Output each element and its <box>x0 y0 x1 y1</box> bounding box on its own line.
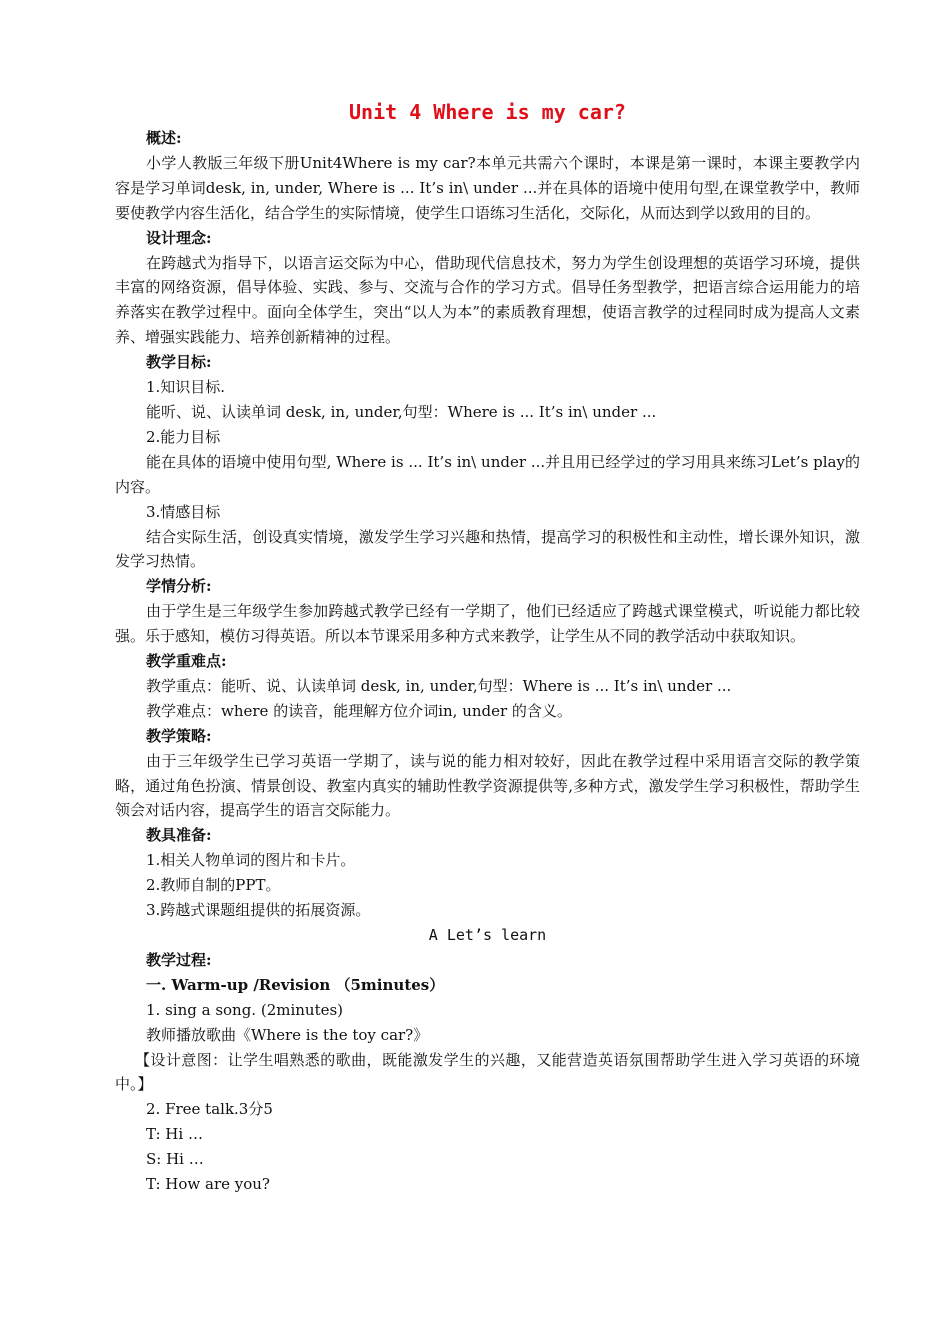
materials-heading: 教具准备: <box>146 826 212 845</box>
goal-2-title: 2.能力目标 <box>146 427 221 446</box>
materials-item: 2.教师自制的PPT。 <box>146 876 281 895</box>
dialogue-line: T: How are you? <box>146 1175 270 1194</box>
materials-item: 3.跨越式课题组提供的拓展资源。 <box>146 901 371 920</box>
difficult-point-text: 教学难点：where 的读音，能理解方位介词in, under 的含义。 <box>146 701 572 720</box>
goals-heading: 教学目标: <box>146 353 212 372</box>
analysis-heading: 学情分析: <box>146 577 212 596</box>
document-body <box>115 98 860 1197</box>
dialogue-line: T: Hi … <box>146 1125 203 1144</box>
goal-2-text: 能在具体的语境中使用句型, Where is ... It’s in\ under ...并且用已经学过的学习用具来练习Let’s play的内容。 <box>115 452 860 496</box>
page-title: Unit 4 Where is my car? <box>349 100 626 124</box>
process-free-talk: 2. Free talk.3分5 <box>146 1100 273 1119</box>
materials-item: 1.相关人物单词的图片和卡片。 <box>146 851 356 870</box>
process-sing: 1. sing a song. (2minutes) <box>146 1000 344 1019</box>
process-song: 教师播放歌曲《Where is the toy car?》 <box>146 1025 429 1044</box>
goal-1-title: 1.知识目标. <box>146 378 226 397</box>
goal-1-text: 能听、说、认读单词 desk, in, under,句型：Where is ... It’s in\ under ... <box>146 402 657 421</box>
concept-heading: 设计理念: <box>146 228 212 247</box>
overview-heading: 概述: <box>146 129 182 147</box>
goal-3-text: 结合实际生活，创设真实情境，激发学生学习兴趣和热情，提高学习的积极性和主动性，增长课外知识，激发学习热情。 <box>115 527 860 571</box>
process-heading: 教学过程: <box>146 950 212 969</box>
process-intent: 【设计意图：让学生唱熟悉的歌曲，既能激发学生的兴趣，又能营造英语氛围帮助学生进入学习英语的环境中。】 <box>115 1050 860 1094</box>
strategy-heading: 教学策略: <box>146 726 212 745</box>
concept-text: 在跨越式为指导下，以语言运交际为中心，借助现代信息技术，努力为学生创设理想的英语学习环境，提供丰富的网络资源，倡导体验、实践、参与、交流与合作的学习方式。倡导任务型教学，把语言综合运用能力的培养落实在教学过程中。面向全体学生，突出“以人为本”的素质教育理想，使语言教学的过程同时成为提高人文素养、增强实践能力、培养创新精神的过程。 <box>115 253 860 347</box>
overview-text: 小学人教版三年级下册Unit4Where is my car?本单元共需六个课时，本课是第一课时，本课主要教学内容是学习单词desk, in, under, Where is ... It’s in\ under ...并在具体的语境中使用句型,在课堂教学中，教师要使教学内容生活化，结合学生的实际情境，使学生口语练习生活化，交际化，从而达到学以致用的目的。 <box>115 153 860 222</box>
strategy-text: 由于三年级学生已学习英语一学期了，读与说的能力相对较好，因此在教学过程中采用语言交际的教学策略，通过角色扮演、情景创设、教室内真实的辅助性教学资源提供等,多种方式，激发学生学习积极性，帮助学生领会对话内容，提高学生的语言交际能力。 <box>115 751 860 820</box>
section-title: A Let’s learn <box>428 926 547 944</box>
process-step-1: 一. Warm-up /Revision （5minutes） <box>146 975 445 994</box>
keypoints-heading: 教学重难点: <box>146 652 227 671</box>
dialogue-line: S: Hi … <box>146 1150 204 1169</box>
goal-3-title: 3.情感目标 <box>146 502 221 521</box>
key-point-text: 教学重点：能听、说、认读单词 desk, in, under,句型：Where is ... It’s in\ under ... <box>146 676 732 695</box>
analysis-text: 由于学生是三年级学生参加跨越式教学已经有一学期了，他们已经适应了跨越式课堂模式，听说能力都比较强。乐于感知，模仿习得英语。所以本节课采用多种方式来教学，让学生从不同的教学活动中获取知识。 <box>115 602 860 646</box>
